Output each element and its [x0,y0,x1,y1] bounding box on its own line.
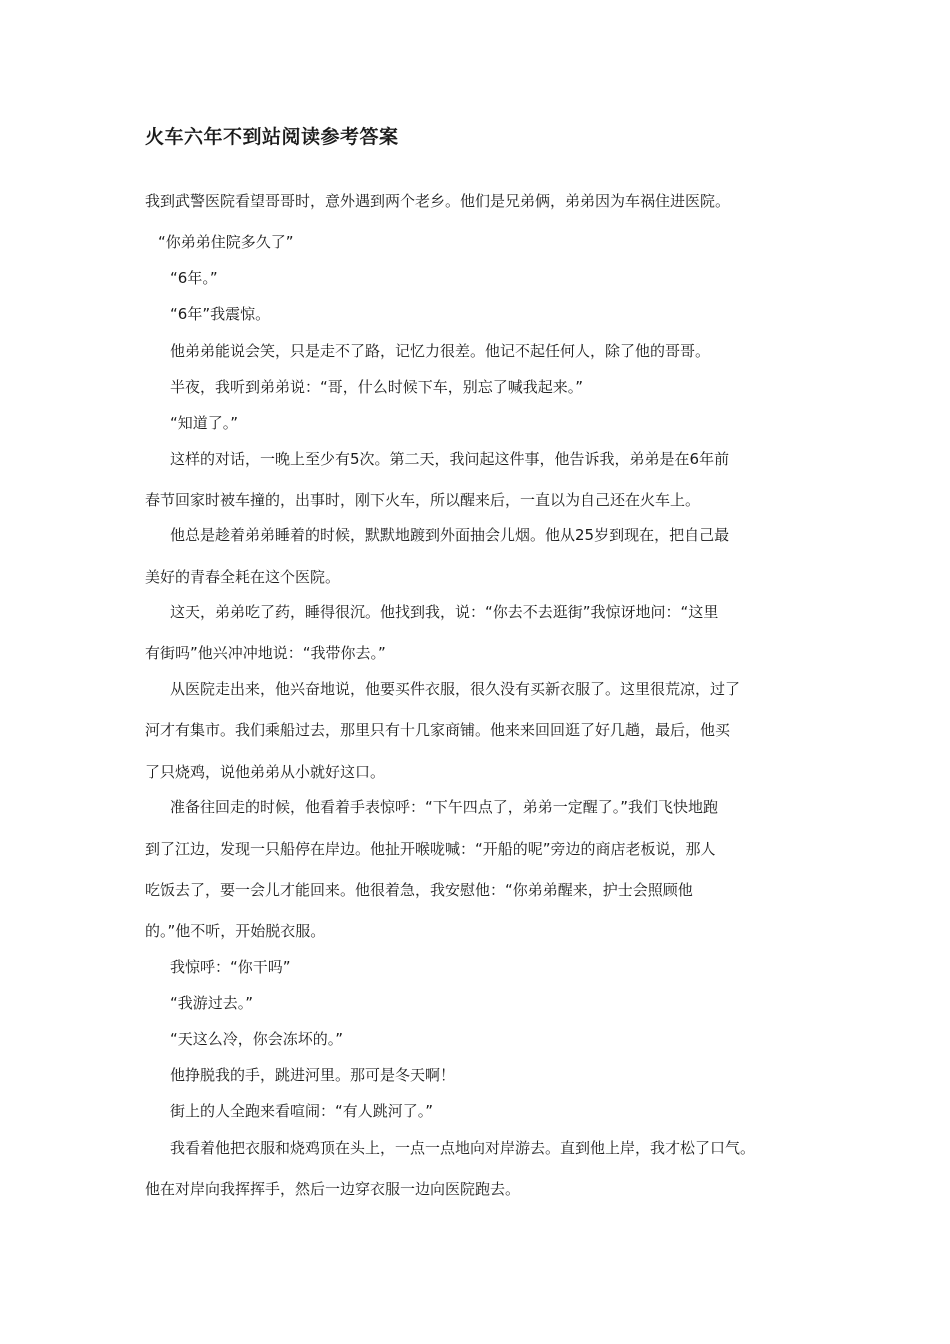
paragraph-line: 春节回家时被车撞的，出事时，刚下火车，所以醒来后，一直以为自己还在火车上。 [145,491,701,509]
paragraph-line: 这天，弟弟吃了药，睡得很沉。他找到我，说：“你去不去逛街”我惊讶地问：“这里 [170,603,719,621]
paragraph-line: 街上的人全跑来看喧闹：“有人跳河了。” [170,1102,434,1120]
paragraph-line: 我惊呼：“你干吗” [170,958,291,976]
paragraph-line: 了只烧鸡，说他弟弟从小就好这口。 [145,763,386,781]
paragraph-line: “6年。” [170,269,218,287]
paragraph-line: 半夜，我听到弟弟说：“哥，什么时候下车，别忘了喊我起来。” [170,378,584,396]
paragraph-line: “我游过去。” [170,994,254,1012]
paragraph-line: “你弟弟住院多久了” [158,233,294,251]
paragraph-line: 美好的青春全耗在这个医院。 [145,568,341,586]
paragraph-line: “知道了。” [170,414,239,432]
paragraph-line: 他在对岸向我挥挥手，然后一边穿衣服一边向医院跑去。 [145,1180,521,1198]
paragraph-line: “天这么冷，你会冻坏的。” [170,1030,344,1048]
paragraph-line: 我到武警医院看望哥哥时，意外遇到两个老乡。他们是兄弟俩，弟弟因为车祸住进医院。 [145,192,731,210]
paragraph-line: 河才有集市。我们乘船过去，那里只有十几家商铺。他来来回回逛了好几趟，最后，他买 [145,721,731,739]
paragraph-line: 我看着他把衣服和烧鸡顶在头上，一点一点地向对岸游去。直到他上岸，我才松了口气。 [170,1139,756,1157]
paragraph-line: 到了江边，发现一只船停在岸边。他扯开喉咙喊：“开船的呢”旁边的商店老板说，那人 [145,840,716,858]
paragraph-line: 有街吗”他兴冲冲地说：“我带你去。” [145,644,386,662]
paragraph-line: 的。”他不听，开始脱衣服。 [145,922,326,940]
paragraph-line: 吃饭去了，要一会儿才能回来。他很着急，我安慰他：“你弟弟醒来，护士会照顾他 [145,881,693,899]
paragraph-line: 他挣脱我的手，跳进河里。那可是冬天啊！ [170,1066,456,1084]
document-title: 火车六年不到站阅读参考答案 [145,126,399,148]
paragraph-line: 这样的对话，一晚上至少有5次。第二天，我问起这件事，他告诉我，弟弟是在6年前 [170,450,730,468]
paragraph-line: 从医院走出来，他兴奋地说，他要买件衣服，很久没有买新衣服了。这里很荒凉，过了 [170,680,741,698]
paragraph-line: 他总是趁着弟弟睡着的时候，默默地踱到外面抽会儿烟。他从25岁到现在，把自己最 [170,526,730,544]
paragraph-line: 准备往回走的时候，他看着手表惊呼：“下午四点了，弟弟一定醒了。”我们飞快地跑 [170,798,719,816]
paragraph-line: 他弟弟能说会笑，只是走不了路，记忆力很差。他记不起任何人，除了他的哥哥。 [170,342,711,360]
paragraph-line: “6年”我震惊。 [170,305,271,323]
